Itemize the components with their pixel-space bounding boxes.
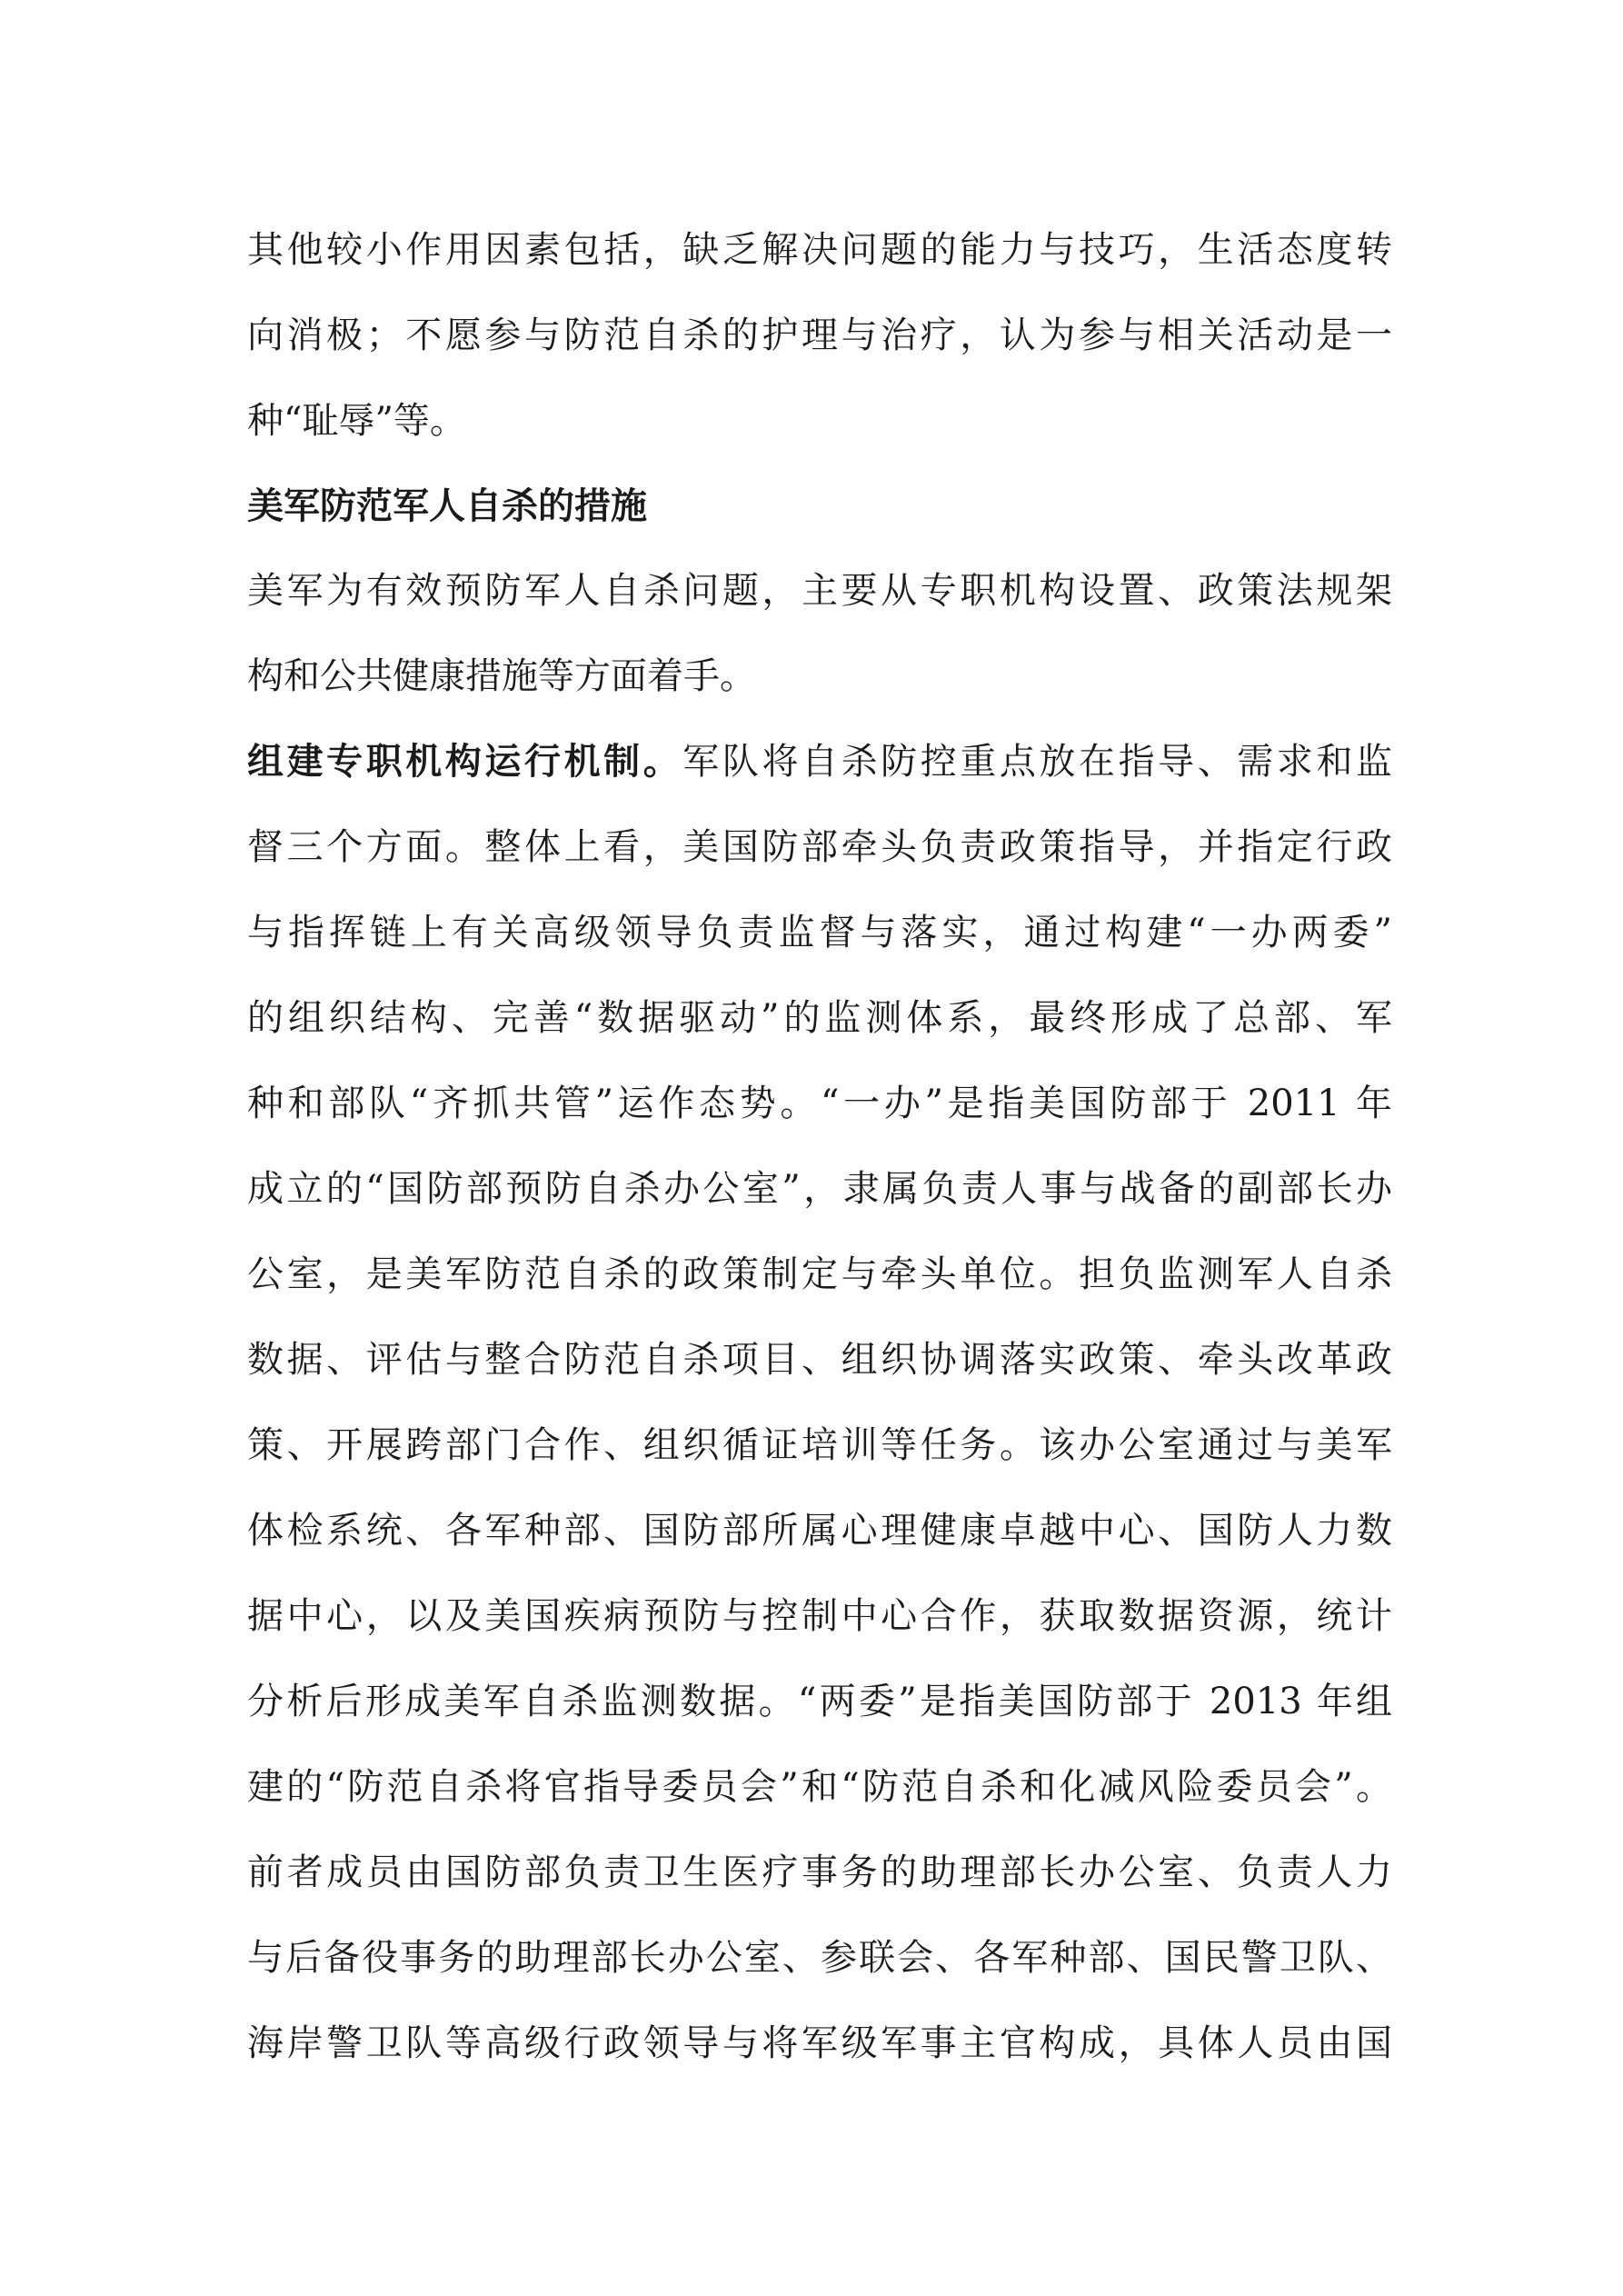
paragraph-line: 成立的“国防部预防自杀办公室”，隶属负责人事与战备的副部长办: [247, 1168, 1392, 1210]
paragraph-line: 与后备役事务的助理部长办公室、参联会、各军种部、国民警卫队、: [247, 1937, 1392, 1979]
paragraph-line: 与指挥链上有关高级领导负责监督与落实，通过构建“一办两委”: [247, 912, 1392, 953]
paragraph-line: 分析后形成美军自杀监测数据。“两委”是指美国防部于 2013 年组: [247, 1681, 1392, 1722]
section-heading: 美军防范军人自杀的措施: [247, 484, 647, 527]
paragraph-line: 体检系统、各军种部、国防部所属心理健康卓越中心、国防人力数: [247, 1510, 1392, 1552]
paragraph-line: 海岸警卫队等高级行政领导与将军级军事主官构成，具体人员由国: [247, 2022, 1392, 2064]
paragraph-line: 数据、评估与整合防范自杀项目、组织协调落实政策、牵头改革政: [247, 1339, 1392, 1381]
paragraph-line: 其他较小作用因素包括，缺乏解决问题的能力与技巧，生活态度转: [247, 229, 1392, 271]
paragraph-line: 美军为有效预防军人自杀问题，主要从专职机构设置、政策法规架: [247, 570, 1392, 612]
paragraph-line-rest: 军队将自杀防控重点放在指导、需求和监: [682, 741, 1392, 783]
paragraph-line: 据中心，以及美国疾病预防与控制中心合作，获取数据资源，统计: [247, 1595, 1392, 1637]
paragraph-line: 策、开展跨部门合作、组织循证培训等任务。该办公室通过与美军: [247, 1424, 1392, 1466]
paragraph-line: 前者成员由国防部负责卫生医疗事务的助理部长办公室、负责人力: [247, 1852, 1392, 1893]
paragraph-first-line: [247, 734, 1392, 789]
paragraph-line: 向消极；不愿参与防范自杀的护理与治疗，认为参与相关活动是一: [247, 314, 1392, 356]
paragraph-line: 的组织结构、完善“数据驱动”的监测体系，最终形成了总部、军: [247, 997, 1392, 1039]
paragraph-line: 督三个方面。整体上看，美国防部牵头负责政策指导，并指定行政: [247, 826, 1392, 868]
paragraph-line: 构和公共健康措施等方面着手。: [247, 655, 756, 697]
paragraph-line: 种和部队“齐抓共管”运作态势。“一办”是指美国防部于 2011 年: [247, 1083, 1392, 1124]
paragraph-lead-phrase: 组建专职机构运行机制。: [247, 740, 683, 783]
paragraph-line: 种“耻辱”等。: [247, 400, 466, 442]
paragraph-line: 公室，是美军防范自杀的政策制定与牵头单位。担负监测军人自杀: [247, 1253, 1392, 1295]
paragraph-line: 建的“防范自杀将官指导委员会”和“防范自杀和化减风险委员会”。: [247, 1766, 1392, 1808]
